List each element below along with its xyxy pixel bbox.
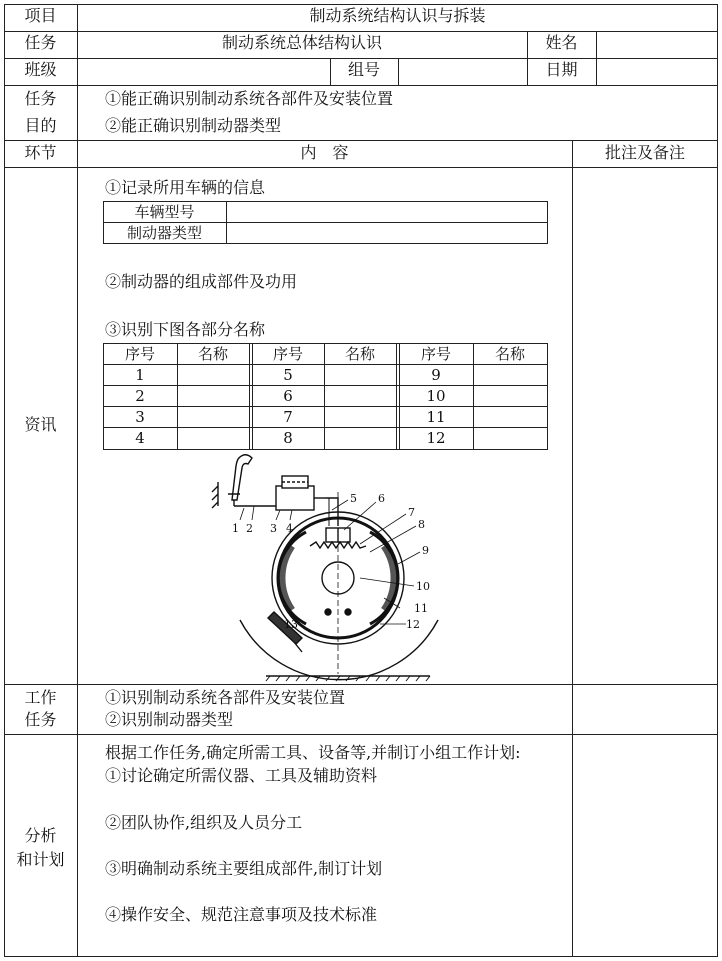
diagram-label: 3 bbox=[270, 522, 277, 535]
col-line bbox=[572, 140, 573, 957]
analysis-intro: 根据工作任务,确定所需工具、设备等,并制订小组工作计划: bbox=[105, 743, 521, 762]
vehicle-model-field[interactable] bbox=[228, 203, 545, 221]
analysis-item: ①讨论确定所需仪器、工具及辅助资料 bbox=[105, 766, 378, 785]
diagram-label: 2 bbox=[246, 522, 253, 535]
parts-name-field[interactable] bbox=[475, 387, 546, 405]
work-task-item: ①识别制动系统各部件及安装位置 bbox=[105, 688, 346, 707]
task-label: 任务 bbox=[24, 33, 57, 52]
group-field[interactable] bbox=[400, 60, 526, 82]
group-label: 组号 bbox=[347, 60, 380, 79]
work-task-item: ②识别制动器类型 bbox=[105, 710, 234, 729]
diagram-label: 4 bbox=[286, 522, 293, 535]
class-label: 班级 bbox=[24, 60, 57, 79]
name-field[interactable] bbox=[598, 33, 716, 55]
brake-type-field[interactable] bbox=[228, 224, 545, 242]
content-header: 内 容 bbox=[300, 143, 349, 162]
date-label: 日期 bbox=[545, 60, 578, 79]
row-line bbox=[4, 734, 718, 735]
analysis-item: ③明确制动系统主要组成部件,制订计划 bbox=[105, 859, 383, 878]
diagram-label: 12 bbox=[406, 618, 420, 631]
parts-header-name: 名称 bbox=[494, 345, 525, 363]
parts-header-seq: 序号 bbox=[272, 345, 303, 363]
parts-header-seq: 序号 bbox=[420, 345, 451, 363]
parts-header-seq: 序号 bbox=[124, 345, 155, 363]
parts-name-field[interactable] bbox=[326, 366, 395, 384]
parts-seq-cell: 6 bbox=[283, 387, 293, 405]
info-item-3: ③识别下图各部分名称 bbox=[105, 320, 266, 339]
diagram-label: 11 bbox=[414, 602, 428, 615]
purpose-item: ①能正确识别制动系统各部件及安装位置 bbox=[105, 89, 394, 108]
diagram-label: 10 bbox=[416, 580, 430, 593]
col-line bbox=[398, 58, 399, 86]
analysis-item: ④操作安全、规范注意事项及技术标准 bbox=[105, 905, 378, 924]
parts-name-field[interactable] bbox=[475, 429, 546, 447]
purpose-label-line1: 任务 bbox=[24, 89, 57, 108]
diagram-label: 7 bbox=[408, 506, 415, 519]
notes-field-info[interactable] bbox=[574, 170, 716, 682]
parts-name-field[interactable] bbox=[475, 408, 546, 426]
project-label: 项目 bbox=[24, 6, 57, 25]
brake-type-label: 制动器类型 bbox=[126, 224, 202, 242]
diagram-label: 1 bbox=[232, 522, 239, 535]
task-value: 制动系统总体结构认识 bbox=[221, 33, 382, 52]
notes-header: 批注及备注 bbox=[604, 143, 685, 162]
parts-header-name: 名称 bbox=[344, 345, 375, 363]
analysis-item: ②团队协作,组织及人员分工 bbox=[105, 813, 303, 832]
parts-seq-cell: 2 bbox=[135, 387, 145, 405]
info-item-2: ②制动器的组成部件及功用 bbox=[105, 272, 298, 291]
work-task-label-line1: 工作 bbox=[24, 688, 57, 707]
analysis-label-line2: 和计划 bbox=[16, 850, 65, 869]
parts-name-field[interactable] bbox=[179, 366, 248, 384]
diagram-label: 5 bbox=[350, 492, 357, 505]
info-item-1: ①记录所用车辆的信息 bbox=[105, 178, 266, 197]
section-header: 环节 bbox=[24, 143, 57, 162]
row-line bbox=[4, 85, 718, 86]
parts-seq-cell: 9 bbox=[431, 366, 441, 384]
row-line bbox=[4, 31, 718, 32]
parts-name-field[interactable] bbox=[326, 387, 395, 405]
col-line bbox=[596, 31, 597, 86]
purpose-label-line2: 目的 bbox=[24, 116, 57, 135]
parts-seq-cell: 4 bbox=[135, 429, 145, 447]
parts-seq-cell: 8 bbox=[283, 429, 293, 447]
diagram-label: 13 bbox=[284, 618, 298, 631]
work-task-label-line2: 任务 bbox=[24, 710, 57, 729]
parts-seq-cell: 7 bbox=[283, 408, 293, 426]
parts-seq-cell: 5 bbox=[283, 366, 293, 384]
row-line bbox=[4, 58, 718, 59]
diagram-label: 6 bbox=[378, 492, 385, 505]
parts-seq-cell: 10 bbox=[426, 387, 446, 405]
border-top bbox=[4, 4, 718, 5]
info-label: 资讯 bbox=[24, 415, 57, 434]
project-value: 制动系统结构认识与拆装 bbox=[309, 6, 486, 25]
parts-seq-cell: 11 bbox=[426, 408, 446, 426]
border-bottom bbox=[4, 956, 718, 957]
row-line bbox=[4, 140, 718, 141]
class-field[interactable] bbox=[79, 60, 329, 82]
row-line bbox=[4, 684, 718, 685]
notes-field-analysis[interactable] bbox=[574, 736, 716, 954]
parts-name-field[interactable] bbox=[326, 429, 395, 447]
parts-header-name: 名称 bbox=[197, 345, 228, 363]
vehicle-model-label: 车辆型号 bbox=[134, 203, 195, 221]
parts-name-field[interactable] bbox=[179, 408, 248, 426]
analysis-label-line1: 分析 bbox=[24, 826, 57, 845]
parts-name-field[interactable] bbox=[475, 366, 546, 384]
parts-name-field[interactable] bbox=[326, 408, 395, 426]
parts-name-field[interactable] bbox=[179, 429, 248, 447]
parts-seq-cell: 12 bbox=[426, 429, 446, 447]
diagram-label: 9 bbox=[422, 544, 429, 557]
diagram-label: 8 bbox=[418, 518, 425, 531]
purpose-item: ②能正确识别制动器类型 bbox=[105, 116, 282, 135]
name-label: 姓名 bbox=[545, 33, 578, 52]
date-field[interactable] bbox=[598, 60, 716, 82]
row-line bbox=[4, 167, 718, 168]
parts-seq-cell: 1 bbox=[135, 366, 145, 384]
drum-brake-diagram bbox=[210, 452, 450, 682]
parts-seq-cell: 3 bbox=[135, 408, 145, 426]
parts-name-field[interactable] bbox=[179, 387, 248, 405]
notes-field-work-task[interactable] bbox=[574, 686, 716, 732]
